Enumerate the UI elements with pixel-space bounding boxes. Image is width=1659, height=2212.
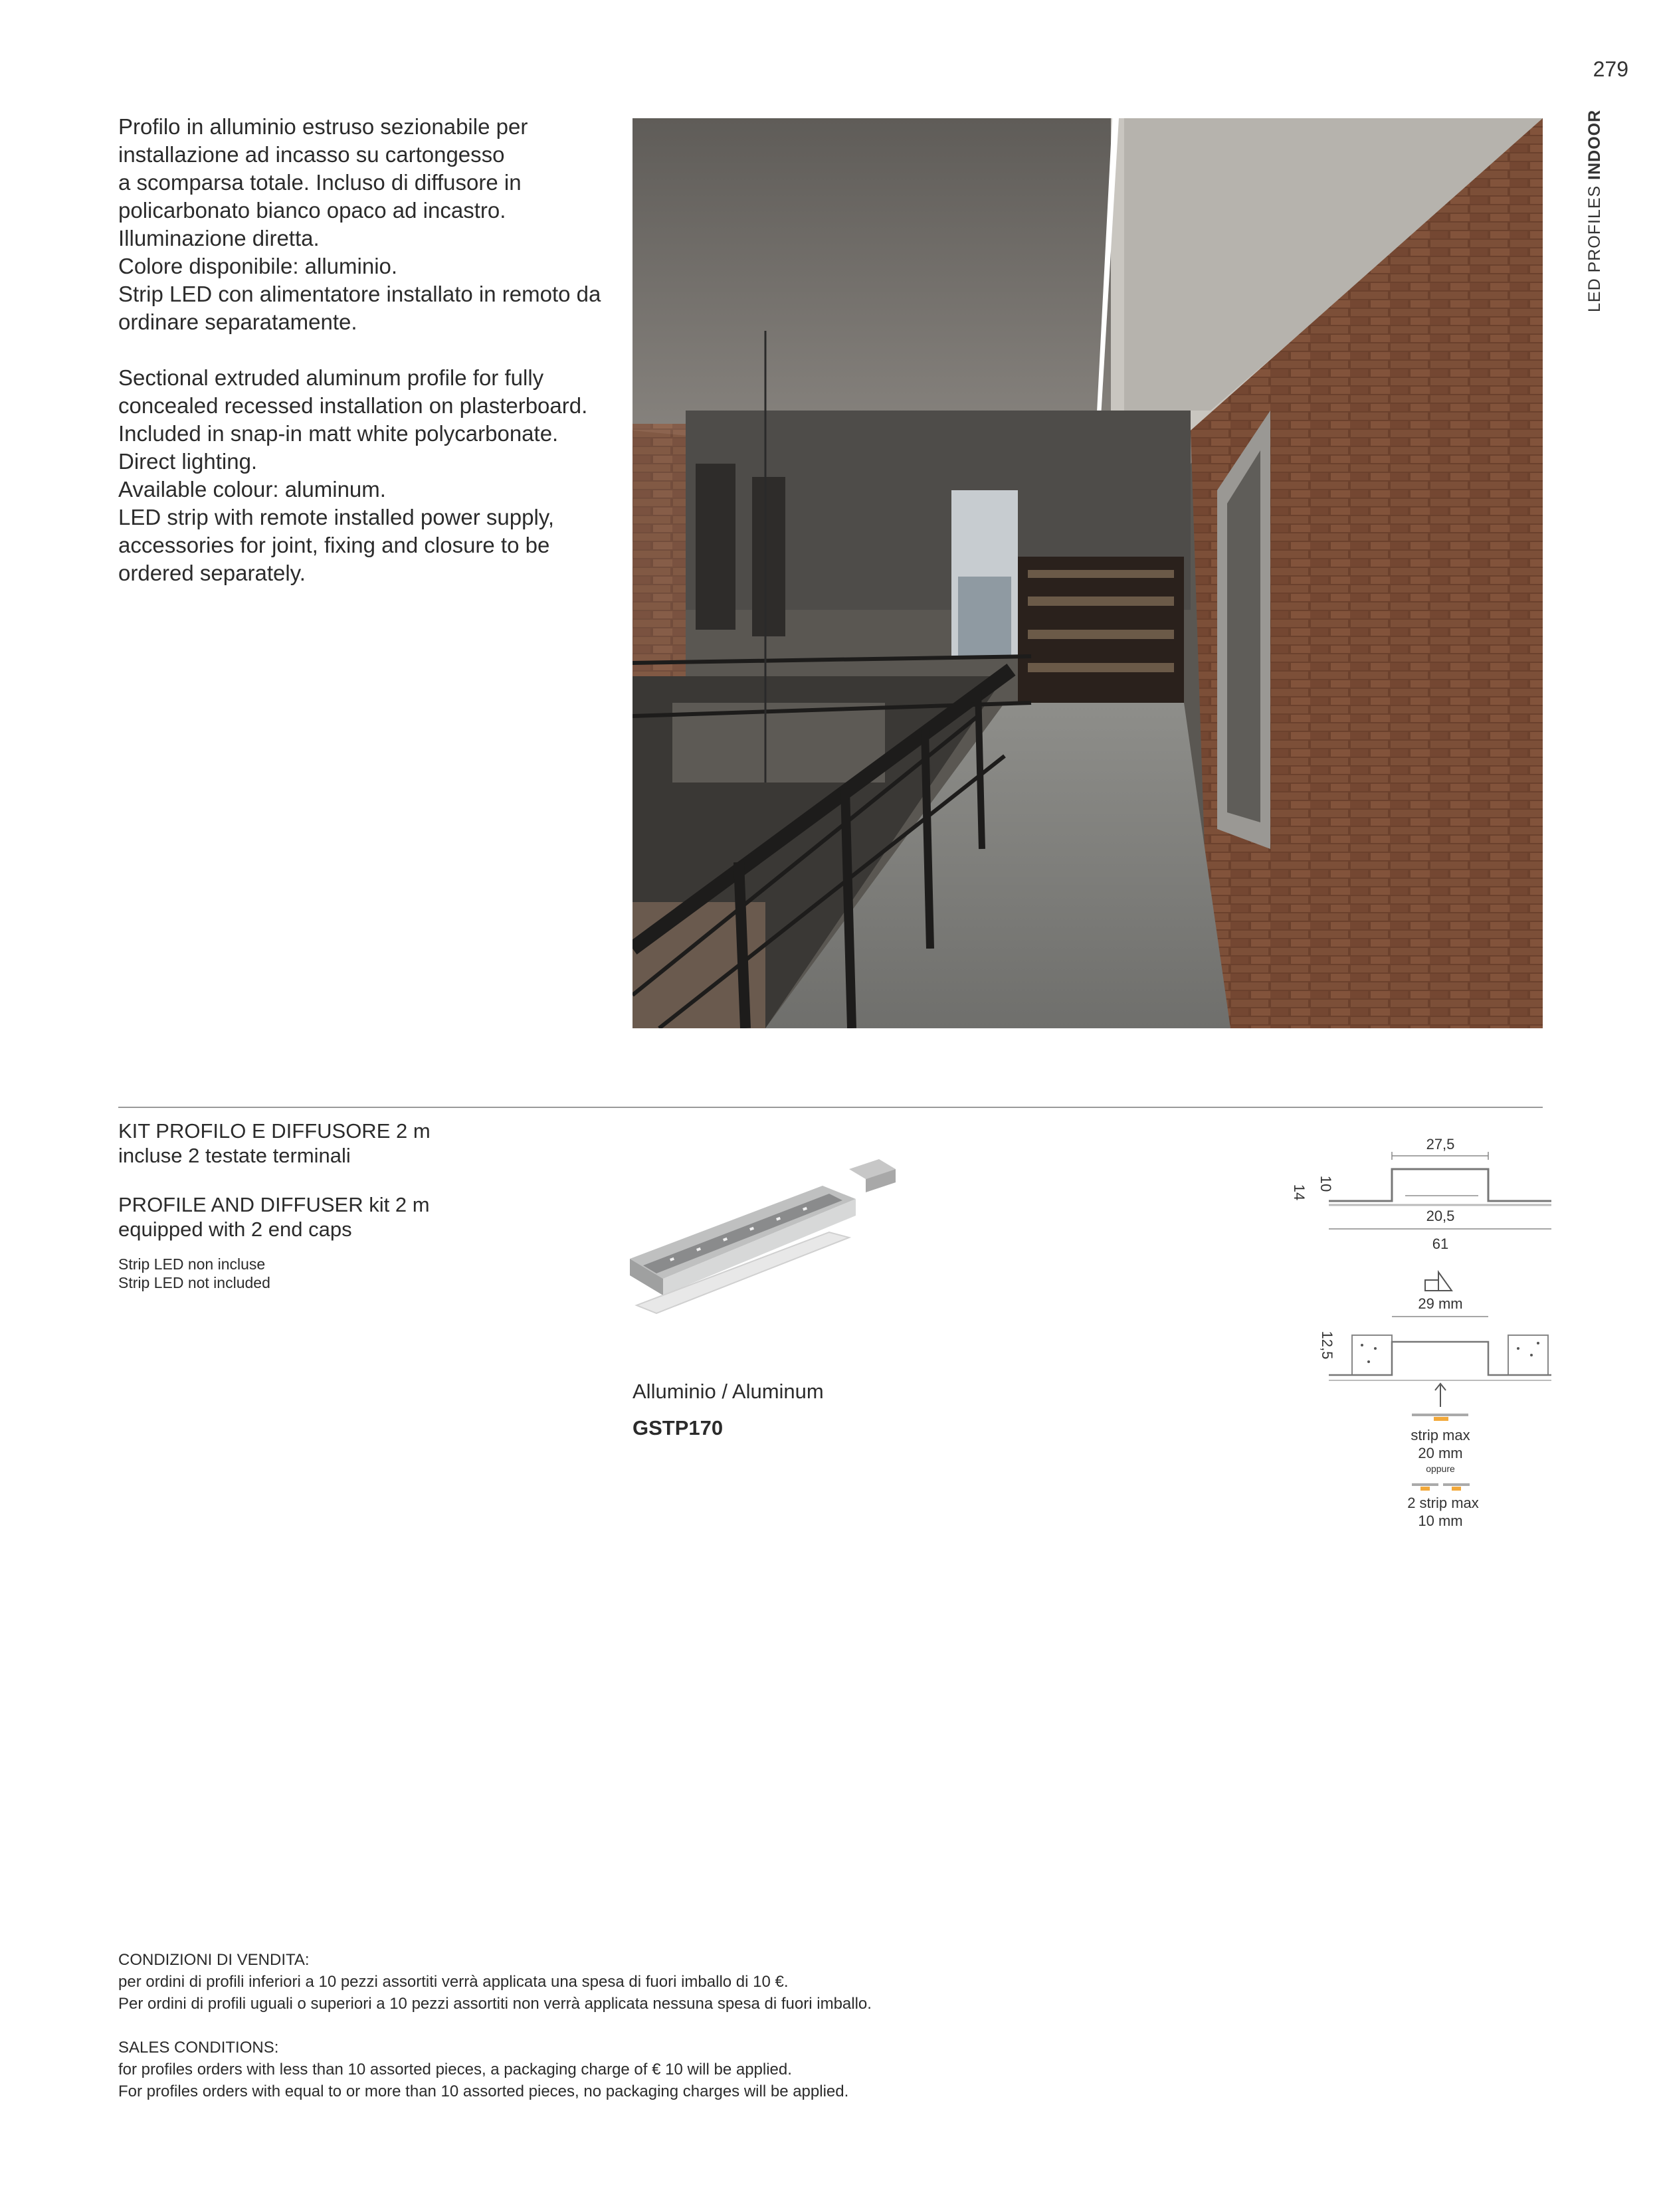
strip-max2-val: 10 mm [1418, 1513, 1463, 1529]
desc-it-line: Illuminazione diretta. [118, 226, 320, 250]
kit-subtitle-it: incluse 2 testate terminali [118, 1144, 351, 1167]
product-image [630, 1152, 922, 1352]
kit-note-en: Strip LED not included [118, 1274, 270, 1291]
desc-en-line: concealed recessed installation on plasterboard. [118, 393, 588, 418]
cut-width: 29 mm [1418, 1295, 1463, 1312]
dim-h125: 12,5 [1319, 1331, 1335, 1360]
section-tab [1585, 110, 1605, 312]
dim-total: 61 [1432, 1236, 1449, 1252]
section-name: INDOOR [1585, 109, 1604, 180]
desc-en-line: LED strip with remote installed power supply, [118, 505, 555, 529]
product-code: GSTP170 [633, 1416, 724, 1439]
desc-en-line: Available colour: aluminum. [118, 477, 386, 502]
conditions-it-title: CONDIZIONI DI VENDITA: [118, 1951, 310, 1969]
oppure: oppure [1426, 1463, 1455, 1474]
desc-it-line: installazione ad incasso su cartongesso [118, 142, 505, 167]
desc-it-line: Colore disponibile: alluminio. [118, 254, 398, 278]
kit-subtitle-en: equipped with 2 end caps [118, 1218, 352, 1241]
conditions-it-line: per ordini di profili inferiori a 10 pezzi assortiti verrà applicata una spesa di fuori imballo di 10 €. [118, 1973, 789, 1991]
product-material: Alluminio / Aluminum [633, 1380, 824, 1403]
desc-it-line: policarbonato bianco opaco ad incastro. [118, 198, 506, 223]
conditions-en-title: SALES CONDITIONS: [118, 2039, 279, 2057]
desc-en-line: Direct lighting. [118, 449, 258, 474]
desc-it-line: Profilo in alluminio estruso sezionabile per [118, 114, 528, 139]
kit-title-it: KIT PROFILO E DIFFUSORE 2 m [118, 1119, 431, 1143]
kit-note-it: Strip LED non incluse [118, 1255, 266, 1273]
desc-it-line: Strip LED con alimentatore installato in remoto da [118, 282, 601, 306]
strip-max: strip max [1411, 1427, 1470, 1443]
kit-title-en: PROFILE AND DIFFUSER kit 2 m [118, 1193, 430, 1216]
desc-it-line: ordinare separatamente. [118, 310, 357, 334]
dim-h14: 14 [1291, 1184, 1308, 1201]
desc-en-line: accessories for joint, fixing and closure to be [118, 533, 550, 557]
dim-h10: 10 [1317, 1175, 1334, 1192]
desc-en-line: Included in snap-in matt white polycarbonate. [118, 421, 559, 446]
dim-top: 27,5 [1426, 1136, 1455, 1152]
kit-info [118, 1119, 650, 1292]
desc-it-line: a scomparsa totale. Incluso di diffusore in [118, 170, 522, 195]
conditions-it-line: Per ordini di profili uguali o superiori a 10 pezzi assortiti non verrà applicata nessuna spesa di fuori imballo. [118, 1995, 872, 2013]
page-number: 279 [1593, 57, 1628, 81]
section-category: LED PROFILES [1585, 185, 1604, 312]
desc-en-line: Sectional extruded aluminum profile for fully [118, 365, 544, 390]
conditions-en-line: For profiles orders with equal to or more than 10 assorted pieces, no packaging charges will be applied. [118, 2082, 849, 2100]
conditions-en-line: for profiles orders with less than 10 assorted pieces, a packaging charge of € 10 will be applied. [118, 2061, 792, 2078]
desc-en-line: ordered separately. [118, 561, 306, 585]
strip-max2: 2 strip max [1407, 1495, 1479, 1511]
sales-conditions [118, 1949, 1115, 2102]
technical-drawing [1262, 1123, 1561, 1534]
strip-max-val: 20 mm [1418, 1445, 1463, 1461]
interior-photo [633, 118, 1543, 1028]
product-description [118, 113, 623, 587]
section-divider [118, 1107, 1543, 1108]
dim-inner: 20,5 [1426, 1208, 1455, 1224]
